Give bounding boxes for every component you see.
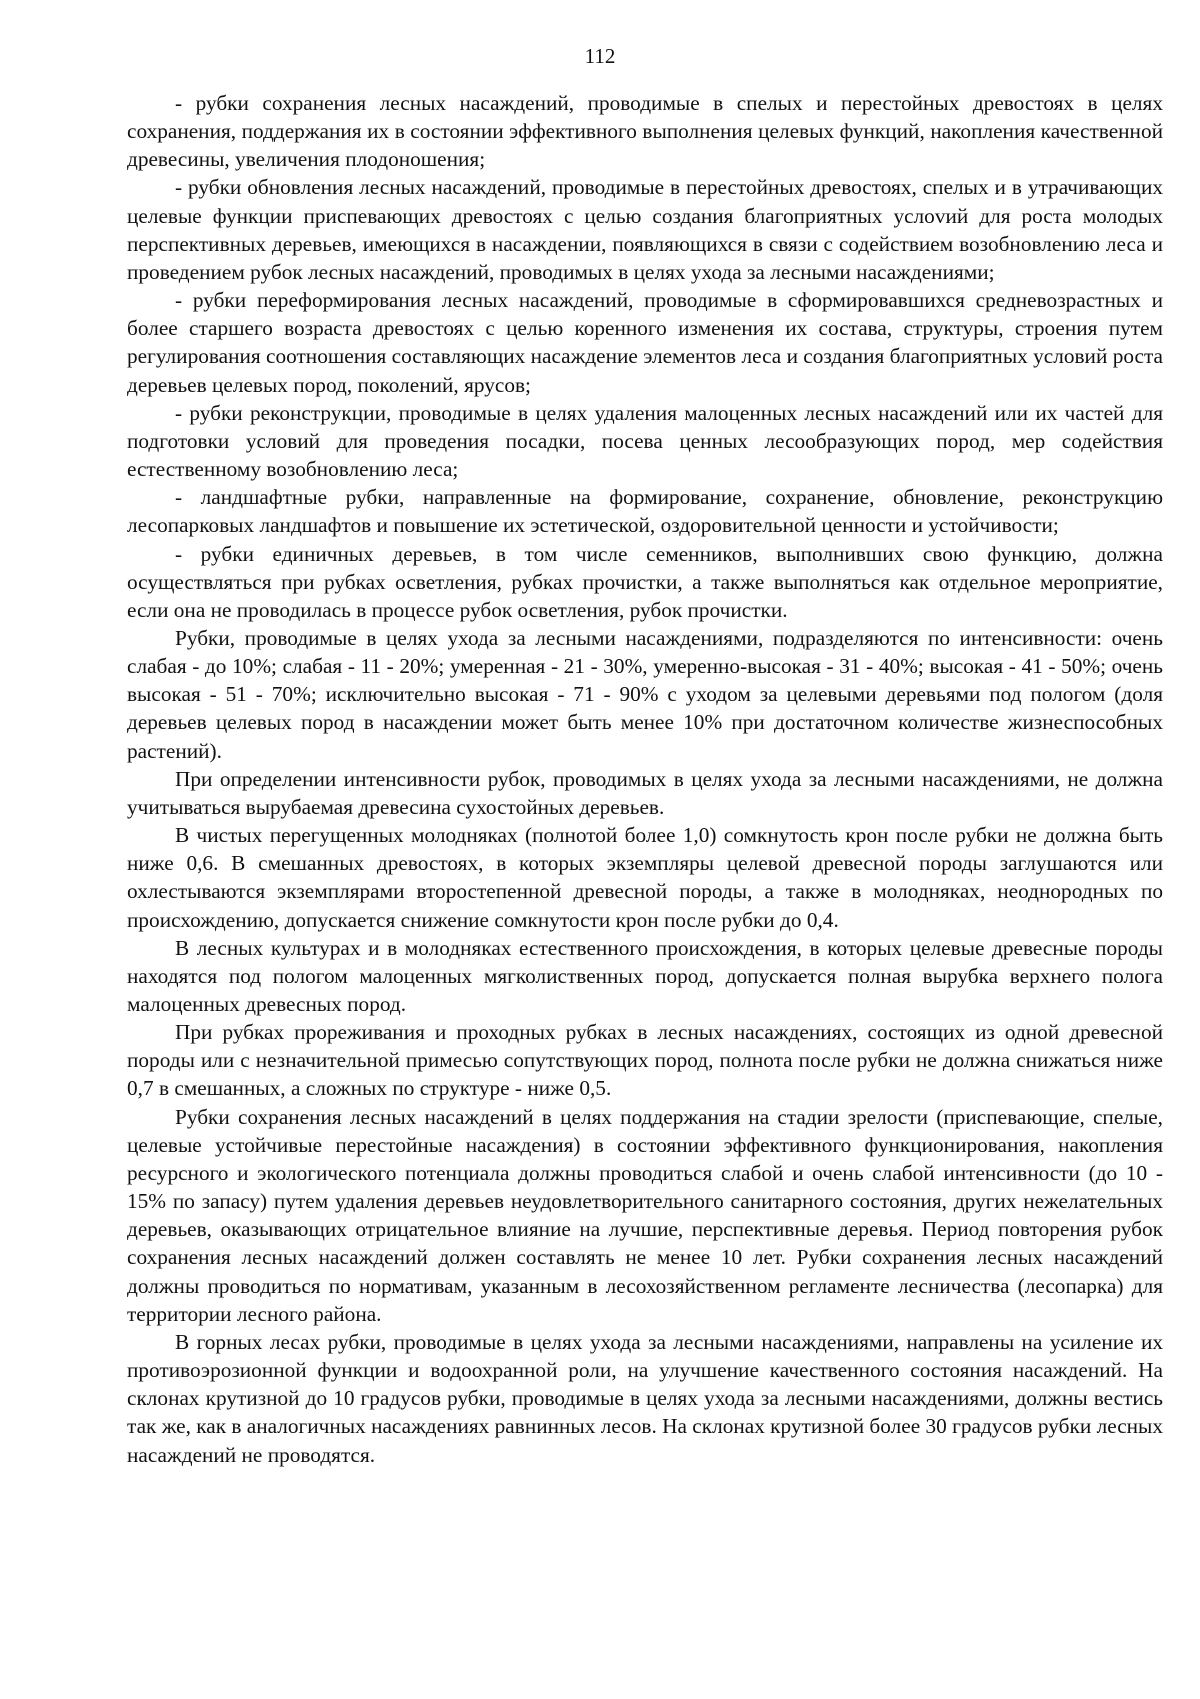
- paragraph-thinning-reconstruction: - рубки реконструкции, проводимые в целях удаления малоценных лесных насаждений или их частей для подготовки условий для проведения посадки, посева ценных лесообразующих пород, мер содействия естественному возобновлению леса;: [127, 400, 1163, 482]
- paragraph-intensity-classes: Рубки, проводимые в целях ухода за лесными насаждениями, подразделяются по интенсивности: очень слабая - до 10%; слабая - 11 - 20%; умеренная - 21 - 30%, умеренно-высокая - 31 - 40%; высокая - 41 - 50%; очень высокая - 51 - 70%; исключительно высокая - 71 - 90% с уходом за целевыми деревьями под пологом (доля деревьев целевых пород в насаждении может быть менее 10% при достаточном количестве жизнеспособных растений).: [127, 625, 1163, 763]
- paragraph-mountain-forests: В горных лесах рубки, проводимые в целях ухода за лесными насаждениями, направлены на усиление их противоэрозионной функции и водоохранной роли, на улучшение качественного состояния насаждений. На склонах крутизной до 10 градусов рубки, проводимые в целях ухода за лесными насаждениями, должны вестись так же, как в аналогичных насаждениях равнинных лесов. На склонах крутизной более 30 градусов рубки лесных насаждений не проводятся.: [127, 1329, 1163, 1467]
- paragraph-preservation-intensity: Рубки сохранения лесных насаждений в целях поддержания на стадии зрелости (приспевающие, спелые, целевые устойчивые перестойные насаждения) в состоянии эффективного функционирования, накопления ресурсного и экологического потенциала должны проводиться слабой и очень слабой интенсивности (до 10 - 15% по запасу) путем удаления деревьев неудовлетворительного санитарного состояния, других нежелательных деревьев, оказывающих отрицательное влияние на лучшие, перспективные деревья. Период повторения рубок сохранения лесных насаждений должен составлять не менее 10 лет. Рубки сохранения лесных насаждений должны проводиться по нормативам, указанным в лесохозяйственном регламенте лесничества (лесопарка) для территории лесного района.: [127, 1104, 1163, 1326]
- page-number: 112: [584, 44, 616, 68]
- paragraph-intensity-determination: При определении интенсивности рубок, проводимых в целях ухода за лесными насаждениями, не должна учитываться вырубаемая древесина сухостойных деревьев.: [127, 766, 1163, 819]
- body-text: [127, 89, 1163, 1469]
- paragraph-thinning-reformation: - рубки переформирования лесных насаждений, проводимые в сформировавшихся средневозрастных и более старшего возраста древостоях с целью коренного изменения их состава, структуры, строения путем регулирования соотношения составляющих насаждение элементов леса и создания благоприятных условий роста деревьев целевых пород, поколений, ярусов;: [127, 288, 1163, 397]
- paragraph-thinning-density: При рубках прореживания и проходных рубках в лесных насаждениях, состоящих из одной древесной породы или с незначительной примесью сопутствующих пород, полнота после рубки не должна снижаться ниже 0,7 в смешанных, а сложных по структуре - ниже 0,5.: [127, 1020, 1163, 1101]
- paragraph-thinning-preservation: - рубки сохранения лесных насаждений, проводимые в спелых и перестойных древостоях в целях сохранения, поддержания их в состоянии эффективного выполнения целевых функций, накопления качественной древесины, увеличения плодоношения;: [127, 91, 1163, 172]
- paragraph-thinning-renewal: - рубки обновления лесных насаждений, проводимые в перестойных древостоях, спелых и в утрачивающих целевые функции приспевающих древостоях с целью создания благоприятных услоvий для роста молодых перспективных деревьев, имеющихся в насаждении, появляющихся в связи с содействием возобновлению леса и проведением рубок лесных насаждений, проводимых в целях ухода за лесными насаждениями;: [127, 175, 1163, 284]
- paragraph-landscape-thinning: - ландшафтные рубки, направленные на формирование, сохранение, обновление, реконструкцию лесопарковых ландшафтов и повышение их эстетической, оздоровительной ценности и устойчивости;: [127, 485, 1163, 538]
- paragraph-forest-cultures: В лесных культурах и в молодняках естественного происхождения, в которых целевые древесные породы находятся под пологом малоценных мягколиственных пород, допускается полная вырубка верхнего полога малоценных древесных пород.: [127, 935, 1163, 1016]
- paragraph-crown-closure: В чистых перегущенных молодняках (полнотой более 1,0) сомкнутость крон после рубки не должна быть ниже 0,6. В смешанных древостоях, в которых экземпляры целевой древесной породы заглушаются или охлестываются экземплярами второстепенной древесной породы, а также в молодняках, неоднородных по происхождению, допускается снижение сомкнутости крон после рубки до 0,4.: [127, 823, 1163, 932]
- paragraph-single-tree-felling: - рубки единичных деревьев, в том числе семенников, выполнивших свою функцию, должна осуществляться при рубках осветления, рубках прочистки, а также выполняться как отдельное мероприятие, если она не проводилась в процессе рубок осветления, рубок прочистки.: [127, 541, 1163, 622]
